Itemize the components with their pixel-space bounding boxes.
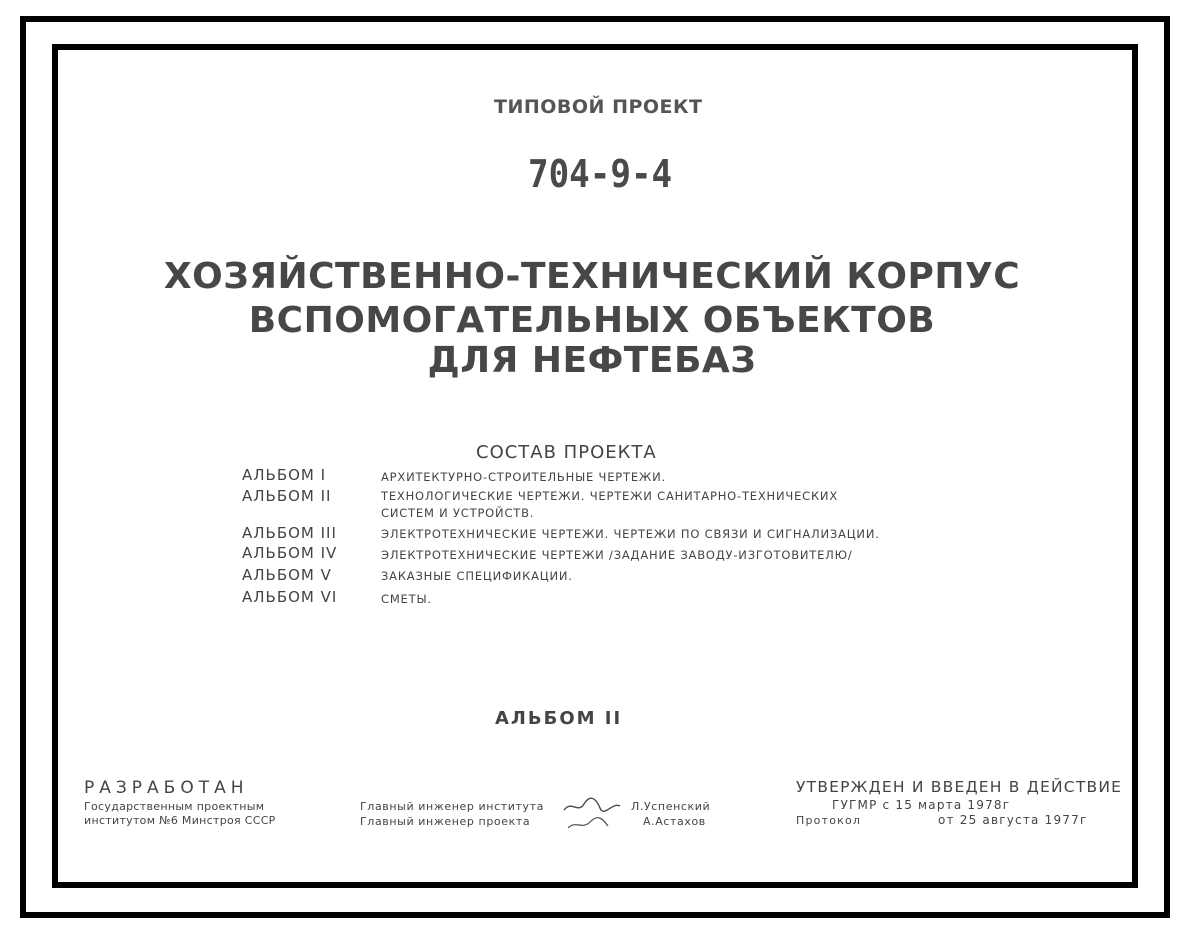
album-5-description: ЗАКАЗНЫЕ СПЕЦИФИКАЦИИ. — [381, 569, 573, 583]
approval-protocol-label: Протокол — [796, 814, 862, 827]
title-line-3: ДЛЯ НЕФТЕБАЗ — [427, 340, 757, 381]
title-line-2: ВСПОМОГАТЕЛЬНЫХ ОБЪЕКТОВ — [248, 300, 936, 341]
album-4-description: ЭЛЕКТРОТЕХНИЧЕСКИЕ ЧЕРТЕЖИ /ЗАДАНИЕ ЗАВОДУ-ИЗГОТОВИТЕЛЮ/ — [381, 548, 853, 562]
contents-heading: СОСТАВ ПРОЕКТА — [476, 442, 657, 463]
album-1-description: АРХИТЕКТУРНО-СТРОИТЕЛЬНЫЕ ЧЕРТЕЖИ. — [381, 470, 666, 484]
approval-protocol-date: от 25 августа 1977г — [938, 813, 1088, 827]
type-label: ТИПОВОЙ ПРОЕКТ — [494, 96, 703, 118]
title-line-1: ХОЗЯЙСТВЕННО-ТЕХНИЧЕСКИЙ КОРПУС — [163, 256, 1021, 297]
album-3-name: АЛЬБОМ III — [242, 524, 337, 542]
engineer-role-2: Главный инженер проекта — [360, 815, 531, 828]
developer-line-2: институтом №6 Минстроя СССР — [84, 814, 276, 827]
engineer-name-2: А.Астахов — [643, 815, 706, 828]
album-2-description: ТЕХНОЛОГИЧЕСКИЕ ЧЕРТЕЖИ. ЧЕРТЕЖИ САНИТАРНО-ТЕХНИЧЕСКИХ — [381, 489, 839, 503]
album-3-description: ЭЛЕКТРОТЕХНИЧЕСКИЕ ЧЕРТЕЖИ. ЧЕРТЕЖИ ПО СВЯЗИ И СИГНАЛИЗАЦИИ. — [381, 527, 880, 541]
project-number: 704-9-4 — [528, 152, 673, 196]
approval-line-1: ГУГМР с 15 марта 1978г — [832, 798, 1011, 812]
album-2-description-cont: СИСТЕМ И УСТРОЙСТВ. — [381, 506, 535, 520]
album-1-name: АЛЬБОМ I — [242, 466, 327, 484]
album-6-description: СМЕТЫ. — [381, 592, 432, 606]
approval-heading: УТВЕРЖДЕН И ВВЕДЕН В ДЕЙСТВИЕ — [796, 778, 1123, 796]
album-5-name: АЛЬБОМ V — [242, 566, 332, 584]
engineer-role-1: Главный инженер института — [360, 800, 544, 813]
developer-line-1: Государственным проектным — [84, 800, 265, 813]
album-2-name: АЛЬБОМ II — [242, 487, 332, 505]
album-6-name: АЛЬБОМ VI — [242, 588, 338, 606]
signature-marks — [560, 794, 632, 834]
current-album: АЛЬБОМ II — [495, 708, 623, 729]
developer-heading: РАЗРАБОТАН — [84, 778, 249, 798]
album-4-name: АЛЬБОМ IV — [242, 544, 338, 562]
engineer-name-1: Л.Успенский — [631, 800, 711, 813]
